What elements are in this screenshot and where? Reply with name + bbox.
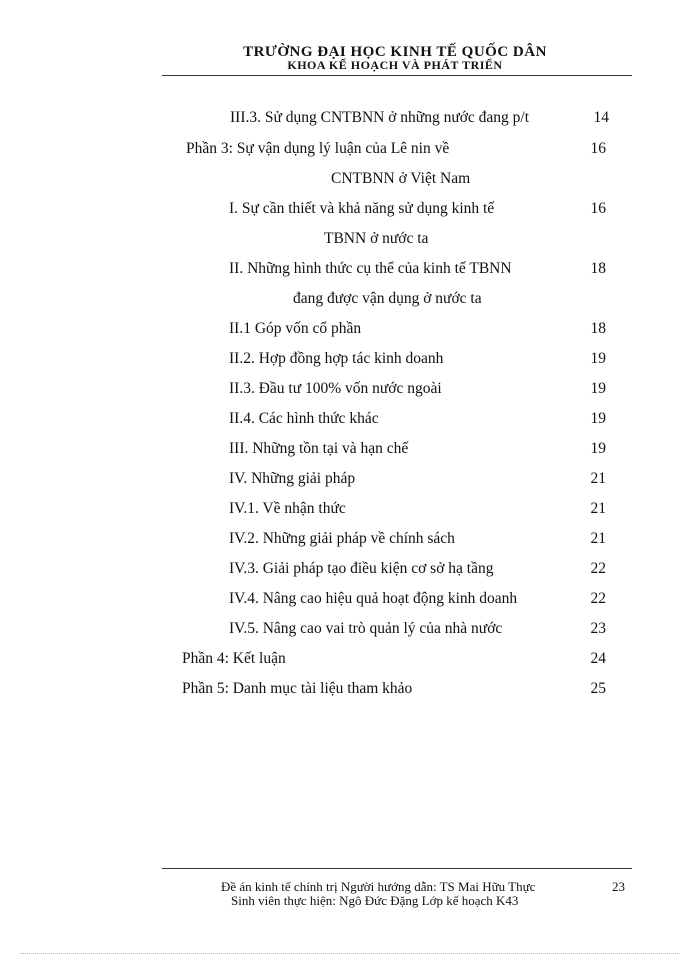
toc-entry-text: CNTBNN ở Việt Nam xyxy=(331,170,471,187)
toc-entry-page: 24 xyxy=(590,650,606,667)
toc-entry-text: TBNN ở nước ta xyxy=(324,230,429,247)
toc-entry-page: 21 xyxy=(590,530,606,547)
toc-entry-page: 22 xyxy=(590,590,606,607)
footer-project-line: Đề án kinh tế chính trị Người hướng dẫn: TS Mai Hữu Thực xyxy=(221,879,536,894)
toc-entry-text: Phần 3: Sự vận dụng lý luận của Lê nin về xyxy=(186,140,450,157)
toc-entry-text: II.1 Góp vốn cổ phần xyxy=(229,320,362,337)
toc-entry-page: 14 xyxy=(593,109,609,126)
toc-entry-text: IV.1. Về nhận thức xyxy=(229,500,346,517)
toc-entry-page: 19 xyxy=(590,440,606,457)
header-rule xyxy=(162,75,632,76)
toc-entry-page: 19 xyxy=(590,380,606,397)
toc-entry-text: đang được vận dụng ở nước ta xyxy=(293,290,482,307)
toc-entry-page: 23 xyxy=(590,620,606,637)
toc-entry-page: 21 xyxy=(590,470,606,487)
faculty-name: KHOA KẾ HOẠCH VÀ PHÁT TRIỂN xyxy=(287,58,503,72)
toc-entry-page: 21 xyxy=(590,500,606,517)
page-edge-dotted-line xyxy=(20,953,680,954)
toc-entry-text: II.4. Các hình thức khác xyxy=(229,410,379,427)
footer-student-line: Sinh viên thực hiện: Ngô Đức Đặng Lớp kế hoạch K43 xyxy=(231,893,519,908)
toc-entry-text: IV.4. Nâng cao hiệu quả hoạt động kinh doanh xyxy=(229,590,518,607)
page-number: 23 xyxy=(612,879,625,894)
toc-entry-text: IV. Những giải pháp xyxy=(229,470,356,487)
toc-entry-page: 16 xyxy=(590,200,606,217)
toc-entry-page: 19 xyxy=(590,350,606,367)
toc-entry-text: IV.2. Những giải pháp về chính sách xyxy=(229,530,455,547)
toc-entry-page: 18 xyxy=(590,260,606,277)
toc-entry-text: II.3. Đầu tư 100% vốn nước ngoài xyxy=(229,380,442,397)
footer-rule xyxy=(162,868,632,869)
toc-entry-text: I. Sự cần thiết và khả năng sử dụng kinh tế xyxy=(229,200,495,217)
toc-entry-text: IV.3. Giải pháp tạo điều kiện cơ sở hạ tầng xyxy=(229,560,494,577)
toc-entry-page: 22 xyxy=(590,560,606,577)
toc-entry-page: 25 xyxy=(590,680,606,697)
toc-entry-text: Phần 5: Danh mục tài liệu tham khảo xyxy=(182,680,413,697)
university-name: TRƯỜNG ĐẠI HỌC KINH TẾ QUỐC DÂN xyxy=(243,44,547,60)
toc-entry-page: 16 xyxy=(590,140,606,157)
toc-entry-text: III. Những tồn tại và hạn chế xyxy=(229,440,409,457)
toc-entry-text: III.3. Sử dụng CNTBNN ở những nước đang p/t xyxy=(230,109,530,126)
toc-entry-text: II.2. Hợp đồng hợp tác kinh doanh xyxy=(229,350,444,367)
toc-entry-text: II. Những hình thức cụ thể của kinh tế TBNN xyxy=(229,260,512,277)
toc-entry-page: 19 xyxy=(590,410,606,427)
toc-entry-text: IV.5. Nâng cao vai trò quản lý của nhà nước xyxy=(229,620,503,637)
toc-entry-text: Phần 4: Kết luận xyxy=(182,650,286,667)
toc-entry-page: 18 xyxy=(590,320,606,337)
